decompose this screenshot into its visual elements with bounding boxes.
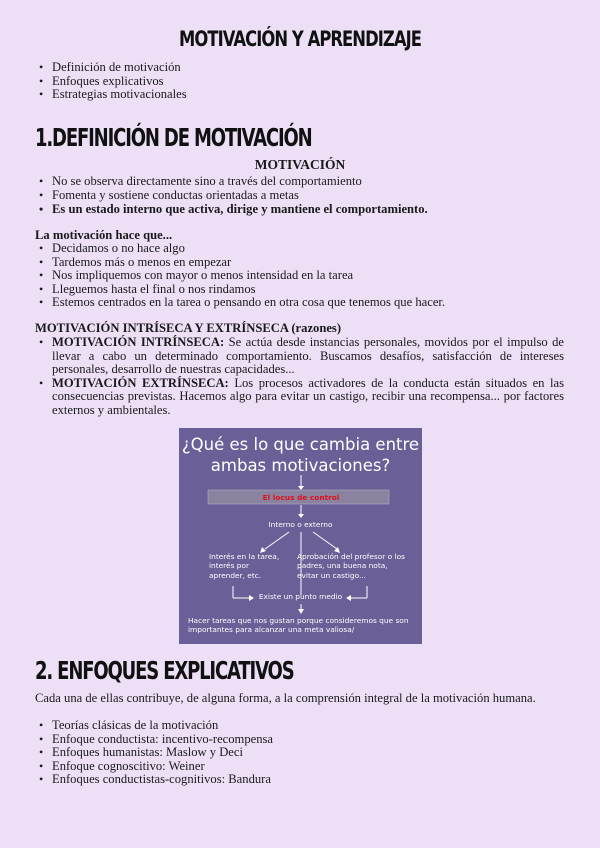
list-item: • Teorías clásicas de la motivación (35, 719, 575, 733)
midpoint-label: Existe un punto medio (258, 592, 343, 601)
extrinsic-examples: Aprobación del profesor o los padres, una buena nota, evitar un castigo... (297, 552, 405, 580)
intrinsic-examples: Interés en la tarea, interés por aprender, etc. (209, 552, 280, 580)
list-item: • Enfoques conductistas-cognitivos: Bandura (35, 773, 575, 787)
list-item: • Nos impliquemos con mayor o menos intensidad en la tarea (35, 269, 575, 283)
list-item: • Enfoque cognoscitivo: Weiner (35, 760, 575, 774)
diagram-heading: ¿Qué es lo que cambia entre ambas motivaciones? (181, 435, 420, 475)
list-item: • No se observa directamente sino a través del comportamiento (35, 175, 575, 189)
diagram-arrows (179, 428, 422, 644)
page-title: MOTIVACIÓN Y APRENDIZAJE (178, 27, 422, 51)
lead-list (35, 242, 575, 310)
table-of-contents (35, 61, 575, 102)
list-item-bold: • Es un estado interno que activa, dirige y mantiene el comportamiento. (35, 203, 575, 217)
list-item-extrinseca (35, 377, 564, 418)
toc-item: • Estrategias motivacionales (35, 88, 575, 102)
list-item: • Lleguemos hasta el final o nos rindamos (35, 283, 575, 297)
list-item: • Enfoques humanistas: Maslow y Deci (35, 746, 575, 760)
types-list (35, 336, 564, 417)
motivacion-subheading: MOTIVACIÓN (254, 157, 346, 172)
lead-text: La motivación hace que... (35, 228, 173, 242)
section2-intro: Cada una de ellas contribuye, de alguna forma, a la comprensión integral de la motivación humana. (35, 691, 536, 705)
list-item: • Enfoque conductista: incentivo-recompensa (35, 733, 575, 747)
list-item-intrinseca (35, 336, 564, 377)
list-item: • Estemos centrados en la tarea o pensando en otra cosa que tenemos que hacer. (35, 296, 575, 310)
enfoques-list (35, 719, 575, 787)
extrinseca-label: MOTIVACIÓN EXTRÍNSECA: (52, 375, 229, 390)
types-heading: MOTIVACIÓN INTRÍSECA Y EXTRÍNSECA (razones) (35, 321, 342, 335)
locus-label: El locus de control (262, 493, 340, 502)
list-item: • Tardemos más o menos en empezar (35, 256, 575, 270)
list-item: • Fomenta y sostiene conductas orientadas a metas (35, 189, 575, 203)
intrinseca-text: Se actúa desde instancias personales, movidos por el impulso de llevar a cabo un determinado comportamiento. Buscamos desafíos, satisfacción de intereses personales, desarrollo de nuestras capacidades... (52, 335, 565, 376)
internal-external-label: Interno o externo (268, 520, 333, 529)
section-heading-enfoques: 2. ENFOQUES EXPLICATIVOS (35, 656, 294, 685)
list-item: • Decidamos o no hace algo (35, 242, 575, 256)
intrinseca-label: MOTIVACIÓN INTRÍNSECA: (52, 335, 225, 349)
definition-list (35, 175, 575, 217)
motivation-diagram (179, 428, 422, 644)
toc-item: • Enfoques explicativos (35, 75, 575, 89)
section-heading-definicion: 1.DEFINICIÓN DE MOTIVACIÓN (35, 123, 312, 152)
toc-item: • Definición de motivación (35, 61, 575, 75)
diagram-bottom-text: Hacer tareas que nos gustan porque consideremos que son importantes para alcanzar una meta valiosa/ (188, 616, 409, 635)
extrinseca-text: Los procesos activadores de la conducta están situados en las consecuencias previstas. Hacemos algo para evitar un castigo, recibir una recompensa... por factores externos y ambientales. (52, 375, 565, 417)
